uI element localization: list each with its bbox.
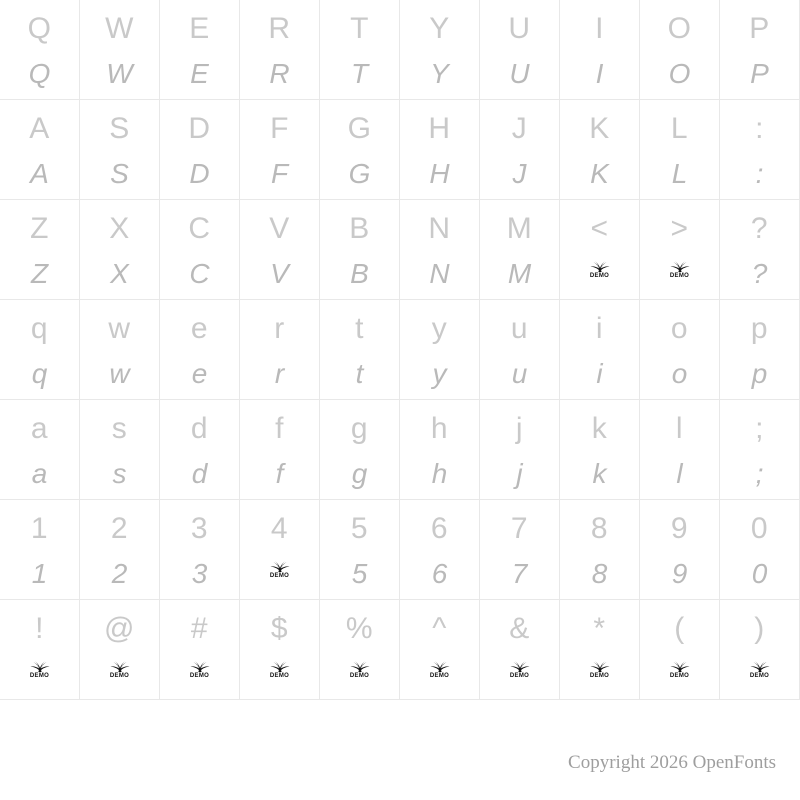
- glyph-cell: [480, 500, 560, 600]
- glyph-italic: T: [350, 58, 369, 89]
- demo-stamp-label: DEMO: [509, 673, 530, 679]
- glyph-upright: !: [35, 612, 44, 645]
- glyph-italic: B: [350, 258, 369, 289]
- glyph-italic: 8: [591, 558, 608, 589]
- glyph-upright: 1: [30, 512, 49, 545]
- glyph-italic: L: [671, 158, 688, 189]
- glyph-upright: i: [595, 312, 604, 345]
- glyph-upright: s: [111, 412, 128, 445]
- glyph-cell: [560, 500, 640, 600]
- glyph-upright: 4: [270, 512, 289, 545]
- glyph-cell: [320, 600, 400, 700]
- glyph-upright: C: [188, 212, 211, 245]
- glyph-italic: l: [676, 458, 683, 489]
- glyph-cell: [400, 600, 480, 700]
- glyph-cell: [0, 300, 80, 400]
- glyph-cell: [160, 100, 240, 200]
- glyph-italic: Q: [28, 58, 51, 89]
- glyph-cell: [560, 0, 640, 100]
- glyph-cell: [320, 100, 400, 200]
- glyph-upright: V: [269, 212, 290, 245]
- glyph-cell: [640, 400, 720, 500]
- glyph-upright: ?: [750, 212, 769, 245]
- glyph-italic: s: [112, 458, 127, 489]
- glyph-italic: j: [516, 458, 523, 489]
- glyph-upright: 9: [670, 512, 689, 545]
- glyph-upright: :: [755, 112, 764, 145]
- demo-stamp-label: DEMO: [109, 673, 130, 679]
- glyph-cell: [0, 500, 80, 600]
- demo-stamp-icon: [743, 658, 777, 688]
- glyph-italic: K: [590, 158, 609, 189]
- glyph-cell: [480, 200, 560, 300]
- glyph-upright: K: [589, 112, 610, 145]
- glyph-upright: H: [428, 112, 451, 145]
- glyph-italic: g: [351, 458, 368, 489]
- glyph-cell: [480, 0, 560, 100]
- glyph-cell: [480, 300, 560, 400]
- glyph-upright: I: [595, 12, 604, 45]
- copyright-notice: Copyright 2026 OpenFonts: [568, 752, 776, 773]
- demo-stamp-label: DEMO: [269, 673, 290, 679]
- glyph-cell: [240, 600, 320, 700]
- glyph-italic: h: [431, 458, 448, 489]
- glyph-upright: Q: [27, 12, 52, 45]
- glyph-upright: D: [188, 112, 211, 145]
- glyph-cell: [160, 200, 240, 300]
- glyph-cell: [80, 200, 160, 300]
- glyph-italic: q: [31, 358, 48, 389]
- demo-stamp-icon: [423, 658, 457, 688]
- glyph-upright: ;: [755, 412, 764, 445]
- glyph-upright: #: [190, 612, 209, 645]
- glyph-upright: h: [430, 412, 449, 445]
- demo-stamp-label: DEMO: [749, 673, 770, 679]
- demo-stamp-label: DEMO: [349, 673, 370, 679]
- glyph-cell: [0, 600, 80, 700]
- glyph-cell: [240, 300, 320, 400]
- glyph-upright: %: [345, 612, 374, 645]
- glyph-cell: [560, 300, 640, 400]
- glyph-italic: 1: [31, 558, 48, 589]
- glyph-cell: [80, 500, 160, 600]
- glyph-upright: q: [30, 312, 49, 345]
- demo-stamp-label: DEMO: [429, 673, 450, 679]
- glyph-cell: [400, 400, 480, 500]
- glyph-cell: [240, 400, 320, 500]
- glyph-cell: [80, 400, 160, 500]
- glyph-upright: *: [593, 612, 606, 645]
- glyph-cell: [560, 600, 640, 700]
- glyph-upright: (: [674, 612, 685, 645]
- glyph-upright: a: [30, 412, 49, 445]
- demo-stamp-icon: [583, 258, 617, 288]
- glyph-upright: d: [190, 412, 209, 445]
- glyph-cell: [720, 400, 800, 500]
- glyph-cell: [560, 400, 640, 500]
- glyph-italic: V: [270, 258, 289, 289]
- glyph-upright: o: [670, 312, 689, 345]
- glyph-italic: 2: [111, 558, 128, 589]
- demo-stamp-label: DEMO: [589, 673, 610, 679]
- glyph-cell: [160, 500, 240, 600]
- glyph-cell: [400, 500, 480, 600]
- glyph-upright: M: [506, 212, 533, 245]
- glyph-upright: 2: [110, 512, 129, 545]
- demo-stamp-label: DEMO: [589, 273, 610, 279]
- glyph-italic: 5: [351, 558, 368, 589]
- glyph-upright: A: [29, 112, 50, 145]
- glyph-cell: [160, 400, 240, 500]
- glyph-cell: [0, 200, 80, 300]
- glyph-italic: o: [671, 358, 688, 389]
- glyph-upright: e: [190, 312, 209, 345]
- glyph-italic: ;: [755, 458, 764, 489]
- glyph-upright: 3: [190, 512, 209, 545]
- glyph-upright: B: [349, 212, 370, 245]
- glyph-upright: p: [750, 312, 769, 345]
- glyph-upright: t: [355, 312, 364, 345]
- glyph-italic: ?: [751, 258, 768, 289]
- glyph-cell: [720, 500, 800, 600]
- glyph-upright: ): [754, 612, 765, 645]
- demo-stamp-icon: [583, 658, 617, 688]
- glyph-italic: t: [355, 358, 364, 389]
- glyph-cell: [560, 100, 640, 200]
- glyph-cell: [640, 500, 720, 600]
- glyph-italic: k: [592, 458, 607, 489]
- glyph-italic: 3: [191, 558, 208, 589]
- demo-stamp-icon: [503, 658, 537, 688]
- glyph-italic: J: [512, 158, 527, 189]
- glyph-italic: M: [507, 258, 532, 289]
- glyph-italic: d: [191, 458, 208, 489]
- glyph-italic: N: [429, 258, 450, 289]
- glyph-italic: U: [509, 58, 530, 89]
- glyph-upright: E: [189, 12, 210, 45]
- glyph-cell: [640, 300, 720, 400]
- glyph-italic: X: [110, 258, 129, 289]
- demo-stamp-label: DEMO: [189, 673, 210, 679]
- glyph-upright: >: [670, 212, 689, 245]
- glyph-upright: P: [749, 12, 770, 45]
- demo-stamp-icon: [263, 658, 297, 688]
- glyph-cell: [0, 400, 80, 500]
- demo-stamp-label: DEMO: [669, 673, 690, 679]
- glyph-cell: [720, 600, 800, 700]
- glyph-upright: 0: [750, 512, 769, 545]
- glyph-italic: e: [191, 358, 208, 389]
- glyph-cell: [320, 0, 400, 100]
- demo-stamp-icon: [183, 658, 217, 688]
- glyph-upright: 5: [350, 512, 369, 545]
- glyph-cell: [640, 0, 720, 100]
- glyph-upright: j: [515, 412, 524, 445]
- glyph-upright: w: [108, 312, 131, 345]
- glyph-italic: r: [274, 358, 285, 389]
- glyph-italic: w: [109, 358, 130, 389]
- glyph-cell: [720, 200, 800, 300]
- glyph-upright: J: [511, 112, 528, 145]
- demo-stamp-label: DEMO: [269, 573, 290, 579]
- demo-stamp-icon: [663, 258, 697, 288]
- glyph-italic: f: [275, 458, 284, 489]
- glyph-cell: [560, 200, 640, 300]
- glyph-upright: Z: [30, 212, 49, 245]
- glyph-upright: T: [350, 12, 369, 45]
- glyph-cell: [240, 100, 320, 200]
- glyph-cell: [160, 300, 240, 400]
- glyph-cell: [0, 100, 80, 200]
- glyph-italic: O: [668, 58, 691, 89]
- demo-stamp-label: DEMO: [29, 673, 50, 679]
- glyph-upright: @: [104, 612, 135, 645]
- glyph-cell: [480, 100, 560, 200]
- glyph-upright: X: [109, 212, 130, 245]
- glyph-cell: [400, 0, 480, 100]
- glyph-italic: 7: [511, 558, 528, 589]
- glyph-cell: [480, 600, 560, 700]
- glyph-upright: f: [275, 412, 284, 445]
- glyph-cell: [640, 600, 720, 700]
- glyph-cell: [400, 300, 480, 400]
- glyph-italic: E: [190, 58, 209, 89]
- glyph-cell: [320, 500, 400, 600]
- glyph-cell: [400, 200, 480, 300]
- glyph-italic: G: [348, 158, 371, 189]
- glyph-cell: [240, 0, 320, 100]
- glyph-upright: $: [270, 612, 289, 645]
- glyph-upright: N: [428, 212, 451, 245]
- demo-stamp-icon: [23, 658, 57, 688]
- glyph-italic: I: [595, 58, 604, 89]
- glyph-cell: [320, 400, 400, 500]
- glyph-italic: 0: [751, 558, 768, 589]
- glyph-cell: [0, 0, 80, 100]
- glyph-upright: L: [670, 112, 689, 145]
- glyph-italic: A: [30, 158, 49, 189]
- glyph-upright: W: [105, 12, 134, 45]
- glyph-upright: l: [675, 412, 684, 445]
- glyph-cell: [80, 0, 160, 100]
- demo-stamp-icon: [263, 558, 297, 588]
- glyph-italic: 9: [671, 558, 688, 589]
- demo-stamp-label: DEMO: [669, 273, 690, 279]
- glyph-cell: [240, 200, 320, 300]
- glyph-cell: [80, 100, 160, 200]
- glyph-italic: i: [596, 358, 603, 389]
- glyph-cell: [720, 300, 800, 400]
- glyph-upright: U: [508, 12, 531, 45]
- glyph-italic: a: [31, 458, 48, 489]
- glyph-upright: 6: [430, 512, 449, 545]
- glyph-italic: W: [106, 58, 133, 89]
- glyph-italic: u: [511, 358, 528, 389]
- glyph-italic: Z: [30, 258, 49, 289]
- glyph-italic: 6: [431, 558, 448, 589]
- glyph-cell: [720, 100, 800, 200]
- glyph-upright: ^: [432, 612, 447, 645]
- glyph-upright: &: [509, 612, 530, 645]
- demo-stamp-icon: [663, 658, 697, 688]
- glyph-italic: C: [189, 258, 210, 289]
- glyph-cell: [160, 600, 240, 700]
- glyph-cell: [720, 0, 800, 100]
- glyph-cell: [80, 600, 160, 700]
- glyph-italic: P: [750, 58, 769, 89]
- glyph-upright: F: [270, 112, 289, 145]
- glyph-italic: R: [269, 58, 290, 89]
- glyph-upright: g: [350, 412, 369, 445]
- glyph-upright: k: [591, 412, 608, 445]
- glyph-upright: 7: [510, 512, 529, 545]
- glyph-italic: y: [432, 358, 447, 389]
- demo-stamp-icon: [343, 658, 377, 688]
- glyph-upright: Y: [429, 12, 450, 45]
- glyph-cell: [320, 300, 400, 400]
- glyph-upright: y: [431, 312, 448, 345]
- glyph-cell: [80, 300, 160, 400]
- glyph-upright: S: [109, 112, 130, 145]
- glyph-cell: [240, 500, 320, 600]
- glyph-cell: [320, 200, 400, 300]
- glyph-italic: D: [189, 158, 210, 189]
- glyph-upright: R: [268, 12, 291, 45]
- glyph-upright: <: [590, 212, 609, 245]
- demo-stamp-icon: [103, 658, 137, 688]
- glyph-cell: [640, 100, 720, 200]
- glyph-cell: [480, 400, 560, 500]
- glyph-upright: G: [347, 112, 372, 145]
- glyph-italic: S: [110, 158, 129, 189]
- glyph-italic: H: [429, 158, 450, 189]
- glyph-italic: Y: [430, 58, 449, 89]
- glyph-italic: :: [755, 158, 764, 189]
- glyph-upright: u: [510, 312, 529, 345]
- glyph-cell: [160, 0, 240, 100]
- glyph-italic: p: [751, 358, 768, 389]
- glyph-upright: O: [667, 12, 692, 45]
- glyph-cell: [400, 100, 480, 200]
- glyph-upright: 8: [590, 512, 609, 545]
- glyph-cell: [640, 200, 720, 300]
- glyph-italic: F: [270, 158, 289, 189]
- glyph-upright: r: [274, 312, 285, 345]
